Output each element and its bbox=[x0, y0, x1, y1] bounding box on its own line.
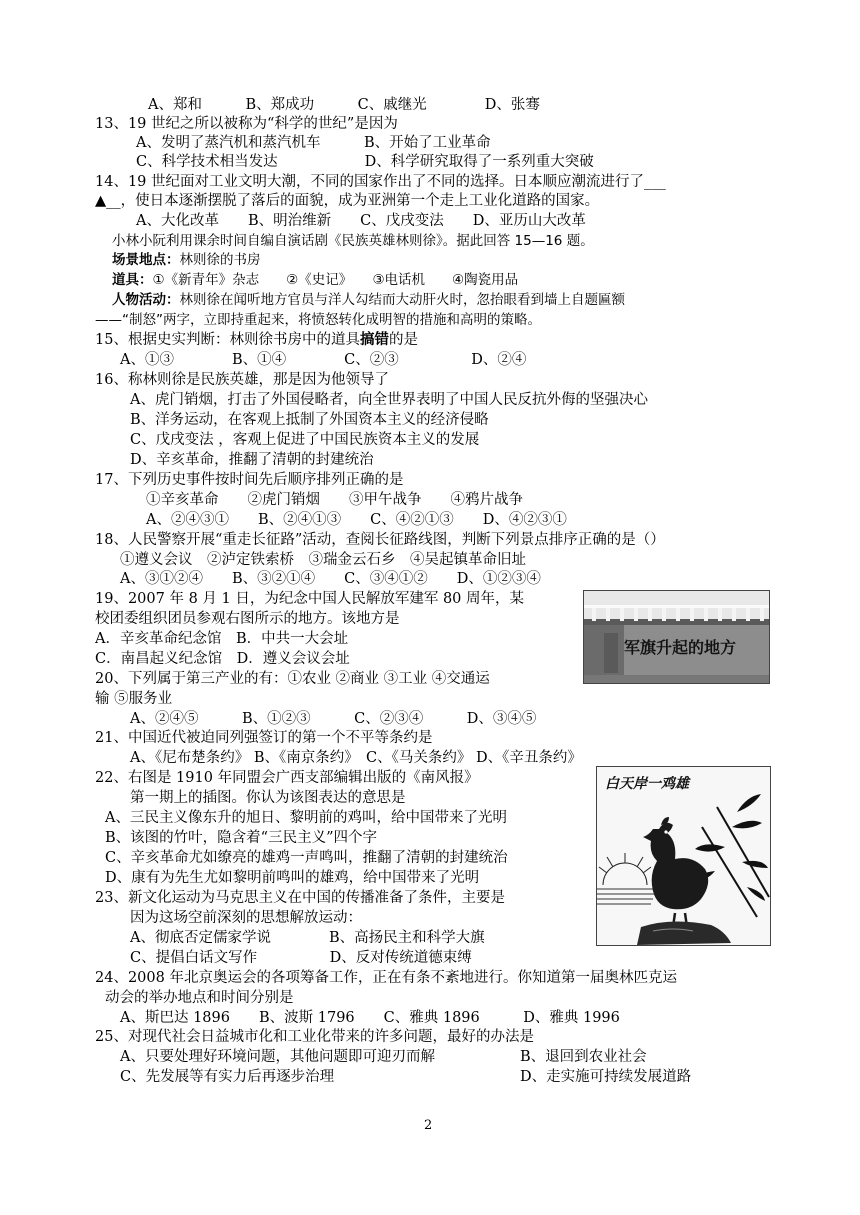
page-number: 2 bbox=[424, 1118, 433, 1133]
q22-stem-1: 22、右图是 1910 年同盟会广西支部编辑出版的《南风报》 bbox=[95, 770, 479, 786]
q21-stem: 21、中国近代被迫同列强签订的第一个不平等条约是 bbox=[95, 730, 433, 746]
q25-stem: 25、对现代社会日益城市化和工业化带来的许多问题，最好的办法是 bbox=[95, 1029, 534, 1045]
q25-option-d: D、走实施可持续发展道路 bbox=[520, 1069, 692, 1085]
q13-options-cd: C、科学技术相当发达 D、科学研究取得了一系列重大突破 bbox=[136, 154, 594, 170]
q23-options-cd: C、提倡白话文写作 D、反对传统道德束缚 bbox=[130, 950, 472, 966]
rooster-art bbox=[597, 767, 770, 945]
q24-options: A、斯巴达 1896 B、波斯 1796 C、雅典 1896 D、雅典 1996 bbox=[120, 1010, 620, 1026]
scene-location bbox=[112, 251, 261, 269]
rooster-illustration bbox=[596, 766, 771, 946]
q22-option-b: B、该图的竹叶，隐含着“三民主义”四个字 bbox=[105, 830, 377, 846]
q20-stem-2: 输 ⑤服务业 bbox=[95, 691, 173, 707]
rooster-caption: 白天岸一鸡雄 bbox=[605, 776, 689, 792]
props-line bbox=[112, 271, 518, 289]
q23-options-ab: A、彻底否定儒家学说 B、高扬民主和科学大旗 bbox=[130, 930, 485, 946]
q13-options-ab: A、发明了蒸汽机和蒸汽机车 B、开始了工业革命 bbox=[136, 135, 491, 151]
q17-options: A、②④③① B、②④①③ C、④②①③ D、④②③① bbox=[146, 512, 567, 528]
activity-line-1 bbox=[112, 291, 625, 309]
q13-stem: 13、19 世纪之所以被称为“科学的世纪”是因为 bbox=[95, 116, 398, 132]
q18-stem: 18、人民警察开展“重走长征路”活动，查阅长征路线图，判断下列景点排序正确的是（） bbox=[95, 532, 665, 548]
q23-stem-1: 23、新文化运动为马克思主义在中国的传播准备了条件，主要是 bbox=[95, 890, 505, 906]
activity-label: 人物活动： bbox=[112, 292, 180, 308]
drama-intro: 小林小阮利用课余时间自编自演话剧《民族英雄林则徐》。据此回答 15—16 题。 bbox=[112, 233, 594, 249]
q15-stem-emphasis: 搞错 bbox=[359, 331, 389, 348]
q22-option-a: A、三民主义像东升的旭日、黎明前的鸡叫，给中国带来了光明 bbox=[105, 810, 507, 826]
q23-stem-2: 因为这场空前深刻的思想解放运动： bbox=[130, 910, 362, 926]
q20-stem-1: 20、下列属于第三产业的有：①农业 ②商业 ③工业 ④交通运 bbox=[95, 671, 490, 687]
q19-options-cd: C．南昌起义纪念馆 D．遵义会议会址 bbox=[95, 651, 350, 667]
q20-options: A、②④⑤ B、①②③ C、②③④ D、③④⑤ bbox=[130, 711, 537, 727]
q19-stem-2: 校团委组织团员参观右图所示的地方。该地方是 bbox=[95, 611, 400, 627]
q18-sites: ①遵义会议 ②泸定铁索桥 ③瑞金云石乡 ④吴起镇革命旧址 bbox=[120, 552, 526, 568]
scene-location-label: 场景地点： bbox=[112, 252, 180, 268]
q25-option-c: C、先发展等有实力后再逐步治理 bbox=[120, 1069, 335, 1085]
props-label: 道具： bbox=[112, 272, 153, 288]
q15-stem-a: 15、根据史实判断：林则徐书房中的道具 bbox=[95, 332, 360, 348]
q17-stem: 17、下列历史事件按时间先后顺序排列正确的是 bbox=[95, 472, 404, 488]
q15-options: A、①③ B、①④ C、②③ D、②④ bbox=[120, 352, 527, 368]
q22-stem-2: 第一期上的插图。你认为该图表达的意思是 bbox=[130, 790, 406, 806]
activity-text-2: ——“制怒”两字，立即持重起来，将愤怒转化成明智的措施和高明的策略。 bbox=[95, 312, 541, 328]
q17-events: ①辛亥革命 ②虎门销烟 ③甲午战争 ④鸦片战争 bbox=[146, 492, 523, 508]
activity-text-1: 林则徐在闻听地方官员与洋人勾结而大动肝火时，忽抬眼看到墙上自题匾额 bbox=[179, 292, 625, 308]
q14-stem-2: ▲__，使日本逐渐摆脱了落后的面貌，成为亚洲第一个走上工业化道路的国家。 bbox=[95, 193, 600, 209]
q25-option-a: A、只要处理好环境问题，其他问题即可迎刃而解 bbox=[120, 1049, 435, 1065]
q24-stem-1: 24、2008 年北京奥运会的各项筹备工作，正在有条不紊地进行。你知道第一届奥林匹克运 bbox=[95, 970, 677, 986]
monument-caption: 军旗升起的地方 bbox=[624, 638, 737, 657]
q19-stem-1: 19、2007 年 8 月 1 日，为纪念中国人民解放军建军 80 周年，某 bbox=[95, 591, 525, 607]
q22-option-c: C、辛亥革命尤如缭亮的雄鸡一声鸣叫，推翻了清朝的封建统治 bbox=[105, 850, 508, 866]
q16-option-a: A、虎门销烟，打击了外国侵略者，向全世界表明了中国人民反抗外侮的坚强决心 bbox=[130, 392, 648, 408]
q25-option-b: B、退回到农业社会 bbox=[520, 1049, 647, 1065]
q14-options: A、大化改革 B、明治维新 C、戊戌变法 D、亚历山大改革 bbox=[136, 213, 586, 229]
q21-options: A、《尼布楚条约》 B、《南京条约》 C、《马关条约》 D、《辛丑条约》 bbox=[130, 750, 582, 766]
q14-stem-1: 14、19 世纪面对工业文明大潮，不同的国家作出了不同的选择。日本顺应潮流进行了___ bbox=[95, 174, 666, 190]
q22-option-d: D、康有为先生尤如黎明前鸣叫的雄鸡，给中国带来了光明 bbox=[105, 870, 480, 886]
monument-photo bbox=[583, 590, 770, 684]
q16-option-d: D、辛亥革命，推翻了清朝的封建统治 bbox=[130, 452, 374, 468]
q18-options: A、③①②④ B、③②①④ C、③④①② D、①②③④ bbox=[120, 571, 541, 587]
q16-stem: 16、称林则徐是民族英雄，那是因为他领导了 bbox=[95, 372, 389, 388]
props-value: ①《新青年》杂志 ②《史记》 ③电话机 ④陶瓷用品 bbox=[152, 272, 519, 288]
q15-stem bbox=[95, 331, 418, 349]
q15-stem-b: 的是 bbox=[388, 332, 418, 348]
q19-options-ab: A．辛亥革命纪念馆 B．中共一大会址 bbox=[95, 631, 349, 647]
q16-option-c: C、戊戌变法 ，客观上促进了中国民族资本主义的发展 bbox=[130, 432, 480, 448]
scene-location-value: 林则徐的书房 bbox=[179, 252, 261, 268]
q16-option-b: B、洋务运动，在客观上抵制了外国资本主义的经济侵略 bbox=[130, 412, 489, 428]
q24-stem-2: 动会的举办地点和时间分别是 bbox=[105, 990, 294, 1006]
q12-options: A、郑和 B、郑成功 C、戚继光 D、张骞 bbox=[148, 97, 540, 113]
